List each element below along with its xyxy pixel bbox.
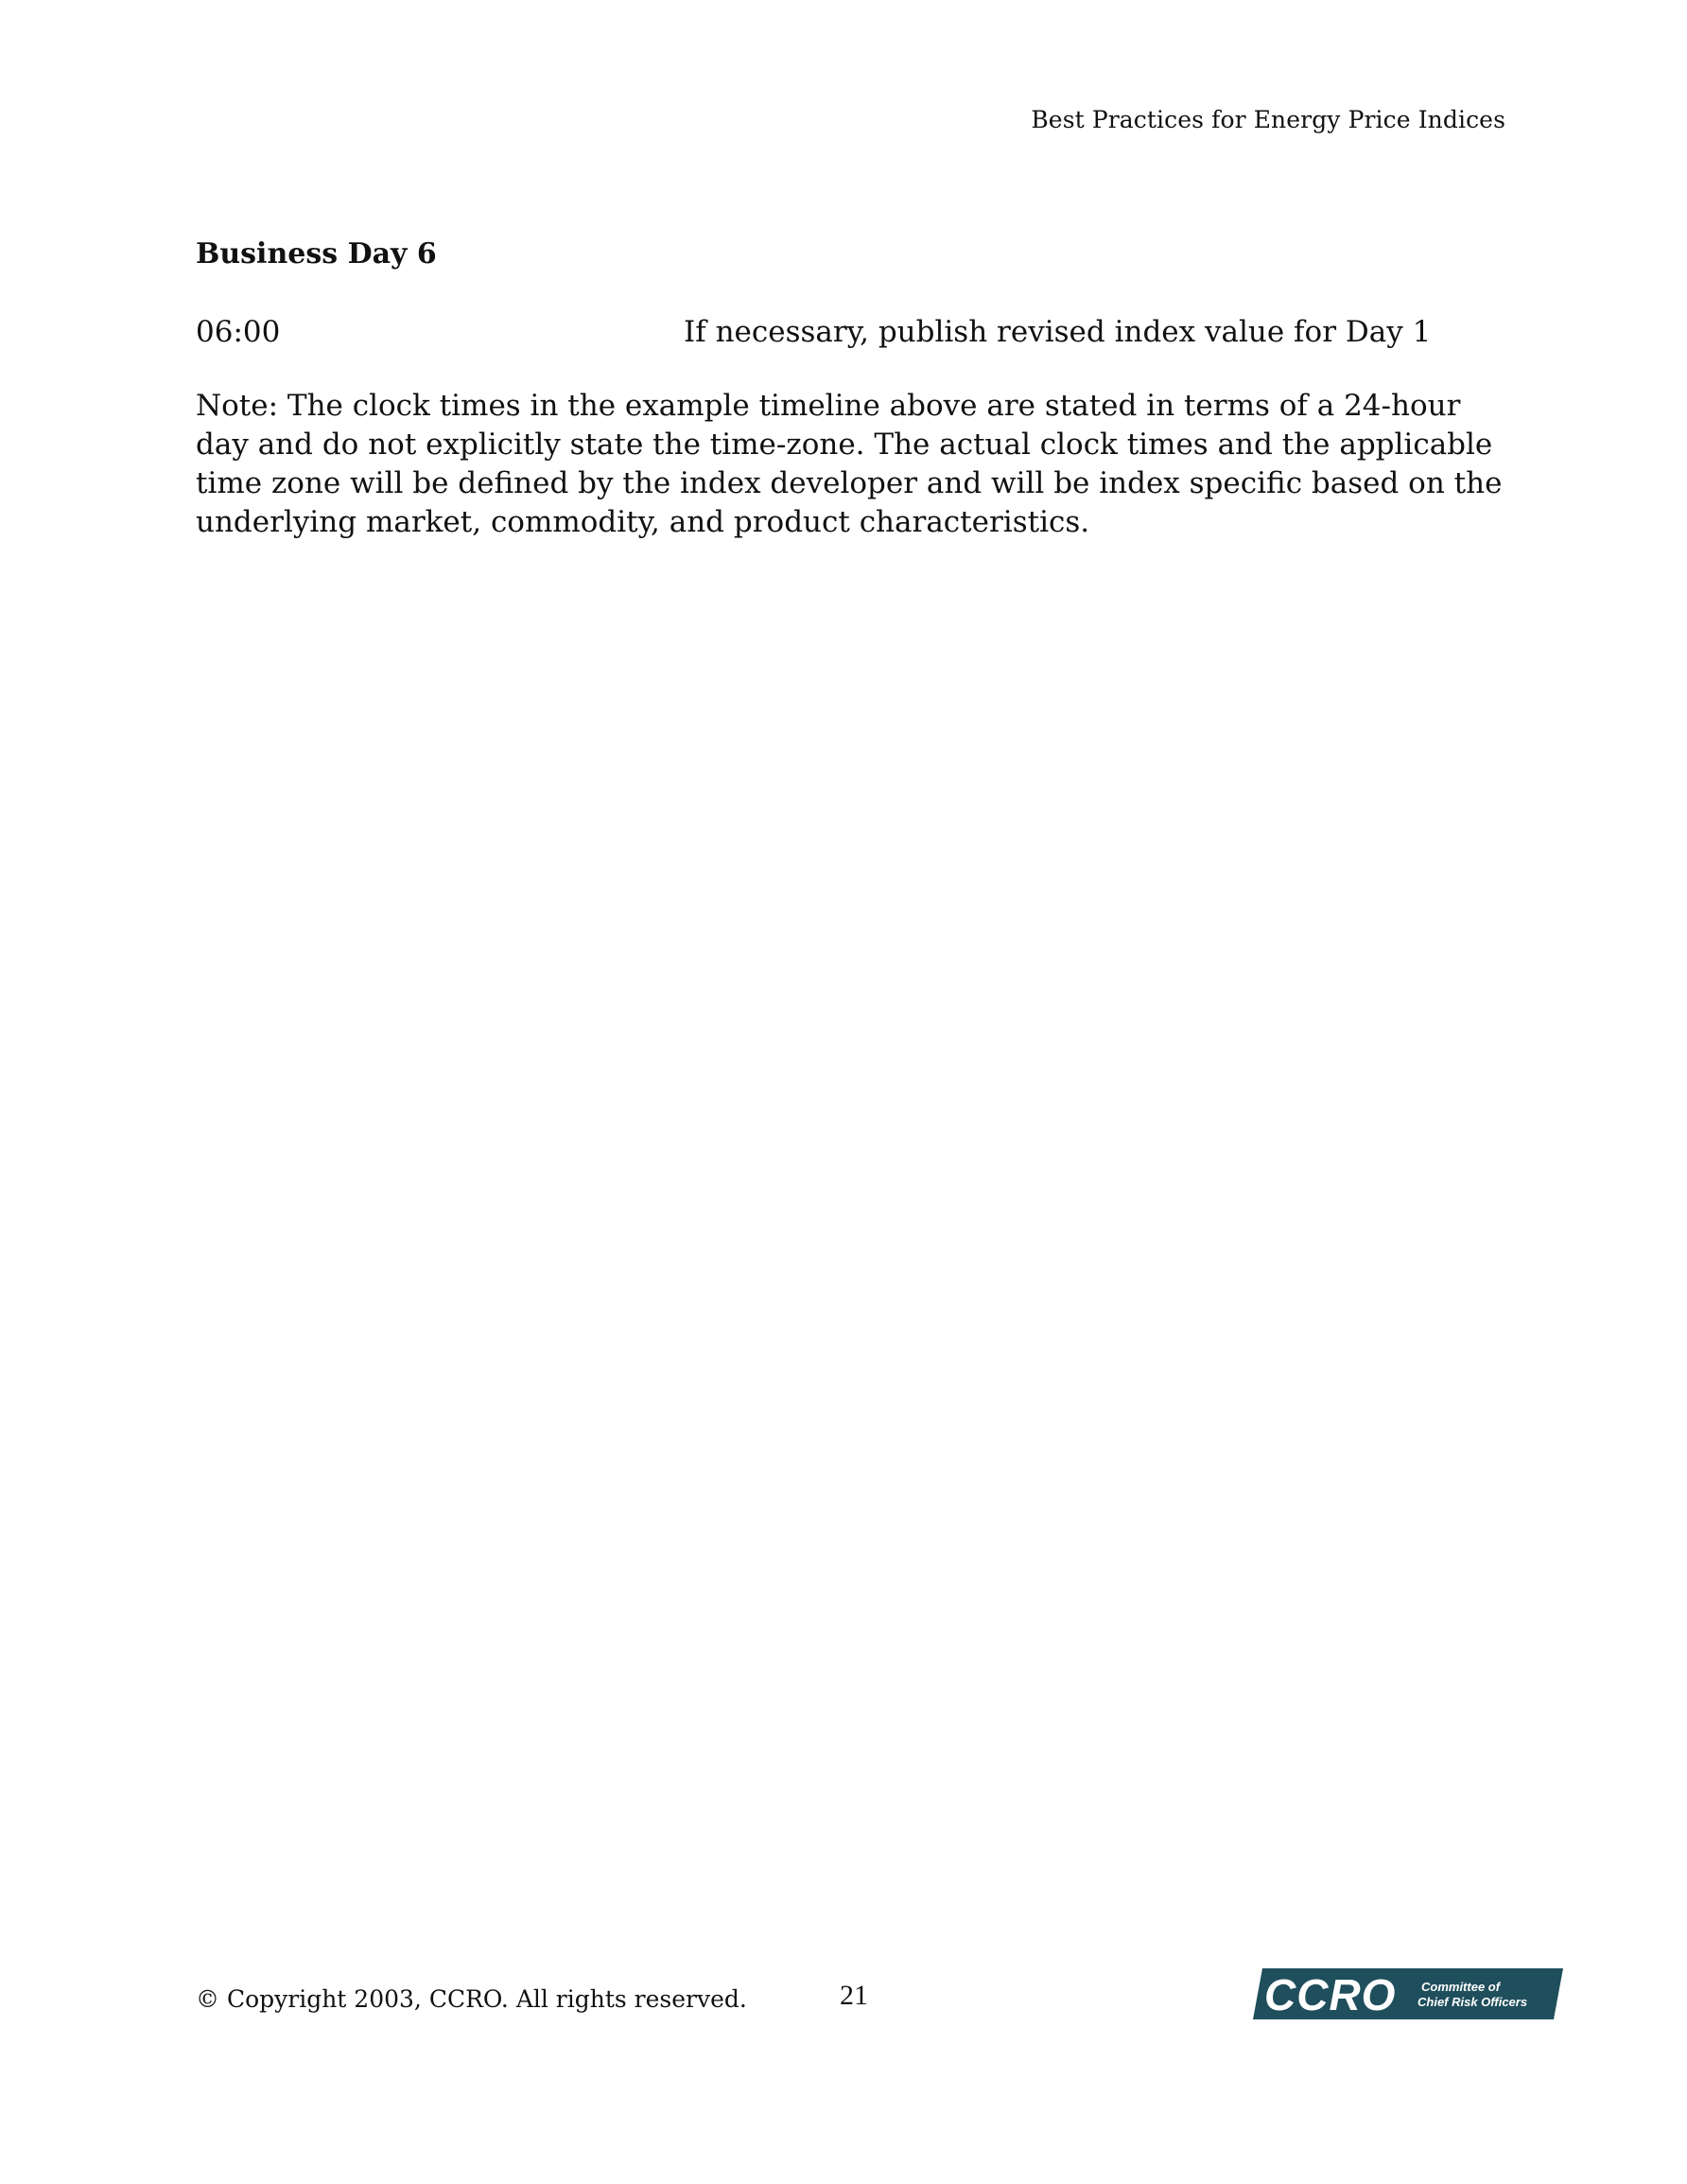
ccro-logo <box>1253 1968 1563 2019</box>
page-number: 21 <box>840 1980 868 2011</box>
logo-tagline-line2: Chief Risk Officers <box>1417 1995 1528 2009</box>
copyright-notice: © Copyright 2003, CCRO. All rights reserved. <box>196 1985 747 2013</box>
logo-wordmark: CCRO <box>1264 1970 1397 2019</box>
note-paragraph: Note: The clock times in the example timeline above are stated in terms of a 24-hour day and do not explicitly state the time-zone. The actual clock times and the applicable time zone will be defined by the index developer and will be index specific based on the underlying market, commodity, and product characteristics. <box>196 389 1503 539</box>
logo-tagline-line1: Committee of <box>1421 1980 1501 1994</box>
timeline-description: If necessary, publish revised index value for Day 1 <box>684 315 1432 349</box>
running-header: Best Practices for Energy Price Indices <box>1031 106 1505 133</box>
section-heading: Business Day 6 <box>196 237 437 271</box>
timeline-time: 06:00 <box>196 315 281 349</box>
